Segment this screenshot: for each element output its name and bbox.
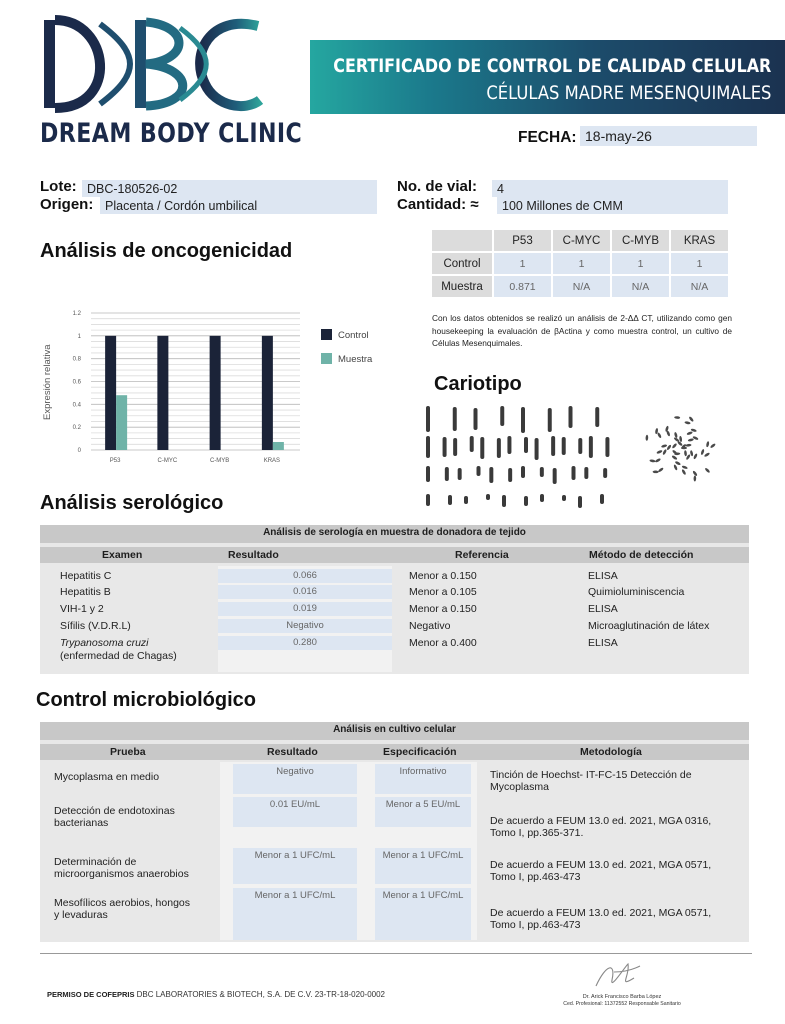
signer-name: Dr. Arick Francisco Barba López xyxy=(582,994,662,1000)
serologia-examen: Trypanosoma cruzi xyxy=(60,637,149,649)
micro-prueba: Determinación de xyxy=(54,856,137,868)
onco-col-header: P53 xyxy=(494,230,551,251)
serologia-col-resultado: Resultado xyxy=(228,549,279,561)
cantidad-label: Cantidad: ≈ xyxy=(397,196,479,213)
fecha-label: FECHA: xyxy=(518,129,577,146)
onco-row-muestra xyxy=(432,276,728,297)
chart-legend xyxy=(321,329,373,365)
chart-y-tick: 0.6 xyxy=(72,379,81,386)
lote-label: Lote: xyxy=(40,178,77,195)
chart-y-tick: 0.2 xyxy=(72,425,81,432)
chart-y-ticks xyxy=(73,311,82,454)
onco-col-header: KRAS xyxy=(671,230,728,251)
signature-image xyxy=(588,958,648,994)
serologia-examen: Hepatitis B xyxy=(60,586,111,598)
chart-y-tick: 0 xyxy=(77,448,81,454)
header-banner xyxy=(310,40,785,114)
chart-bar-control-c-myc xyxy=(157,336,168,450)
onco-cell: 1 xyxy=(671,253,728,274)
chart-bar-muestra-kras xyxy=(273,442,284,450)
permiso-text: DBC LABORATORIES & BIOTECH, S.A. DE C.V. 23-TR-18-020-0002 xyxy=(136,990,385,999)
serologia-resultado: Negativo xyxy=(218,619,392,633)
chart-x-tick: KRAS xyxy=(263,458,281,464)
serologia-examen-note: (enfermedad de Chagas) xyxy=(60,650,177,662)
micro-especificacion: Menor a 5 EU/mL xyxy=(375,797,471,827)
lote-value: DBC-180526-02 xyxy=(82,180,377,197)
legend-label: Control xyxy=(338,330,369,341)
serologia-referencia: Menor a 0.150 xyxy=(409,603,477,615)
serologia-examen: Hepatitis C xyxy=(60,570,112,582)
micro-prueba: Detección de endotoxinas xyxy=(54,805,175,817)
micro-prueba: bacterianas xyxy=(54,817,109,829)
micro-title: Control microbiológico xyxy=(36,689,256,711)
serologia-metodo: Microaglutinación de látex xyxy=(588,620,710,632)
onco-cell: 1 xyxy=(494,253,551,274)
clinic-logo xyxy=(40,14,303,164)
onco-cell: N/A xyxy=(553,276,610,297)
karyotype-image xyxy=(418,400,728,515)
micro-metodologia: De acuerdo a FEUM 13.0 ed. 2021, MGA 0316, xyxy=(490,815,712,827)
serologia-resultado: 0.016 xyxy=(218,585,392,599)
micro-metodologia: De acuerdo a FEUM 13.0 ed. 2021, MGA 0571, xyxy=(490,859,712,871)
micro-metodologia: Mycoplasma xyxy=(490,781,549,793)
fecha-value: 18-may-26 xyxy=(580,126,757,146)
micro-metodologia: Tomo I, pp.463-473 xyxy=(490,871,581,883)
legend-label: Muestra xyxy=(338,354,373,365)
origen-label: Origen: xyxy=(40,196,94,213)
serologia-metodo: ELISA xyxy=(588,637,618,649)
micro-prueba: microorganismos anaerobios xyxy=(54,868,189,880)
chart-x-tick: C-MYC xyxy=(157,458,178,464)
vial-value: 4 xyxy=(492,180,728,197)
certificate-subtitle: CÉLULAS MADRE MESENQUIMALES xyxy=(486,82,771,104)
serologia-banner: Análisis de serología en muestra de donadora de tejido xyxy=(40,525,749,543)
micro-metodologia: Tomo I, pp.365-371. xyxy=(490,827,584,839)
chart-bar-control-c-myb xyxy=(210,336,221,450)
serologia-resultado: 0.066 xyxy=(218,569,392,583)
onco-cell: 0.871 xyxy=(494,276,551,297)
serologia-examen: VIH-1 y 2 xyxy=(60,603,104,615)
onco-row-control xyxy=(432,253,728,274)
serologia-col-examen: Examen xyxy=(102,549,143,561)
serologia-examen: Sífilis (V.D.R.L) xyxy=(60,620,131,632)
methods-note: Con los datos obtenidos se realizó un análisis de 2-ΔΔ CT, utilizando como gen housekeeping la evaluación de βActina y como muestra control, un cultivo de Células Mesenquimales. xyxy=(432,313,732,348)
onco-cell: 1 xyxy=(553,253,610,274)
serologia-metodo: ELISA xyxy=(588,603,618,615)
footer-permiso xyxy=(47,990,385,999)
chart-x-tick: C-MYB xyxy=(209,458,230,464)
micro-panel xyxy=(40,722,749,942)
signer-cedula: Ced. Profesional: 11372552 Responsable Sanitario xyxy=(563,1001,681,1007)
serologia-referencia: Menor a 0.150 xyxy=(409,570,477,582)
onco-corner xyxy=(432,230,492,251)
serologia-metodo: ELISA xyxy=(588,570,618,582)
micro-especificacion: Informativo xyxy=(375,764,471,794)
micro-banner: Análisis en cultivo celular xyxy=(40,722,749,740)
micro-resultado: Menor a 1 UFC/mL xyxy=(233,888,357,940)
micro-prueba: Mycoplasma en medio xyxy=(54,771,160,783)
serologia-col-referencia: Referencia xyxy=(455,549,509,561)
serologia-resultado: 0.019 xyxy=(218,602,392,616)
micro-metodologia: Tinción de Hoechst- IT-FC-15 Detección de xyxy=(490,769,692,781)
onco-col-header: C-MYC xyxy=(553,230,610,251)
vial-label: No. de vial: xyxy=(397,178,478,195)
serologia-referencia: Menor a 0.400 xyxy=(409,637,477,649)
onco-col-header: C-MYB xyxy=(612,230,669,251)
micro-especificacion: Menor a 1 UFC/mL xyxy=(375,848,471,884)
legend-swatch xyxy=(321,353,332,364)
dbc-monogram-icon xyxy=(40,14,270,114)
micro-resultado: Negativo xyxy=(233,764,357,794)
micro-especificacion: Menor a 1 UFC/mL xyxy=(375,888,471,940)
onco-row-label: Control xyxy=(432,253,492,274)
serologia-metodo: Quimioluminiscencia xyxy=(588,586,685,598)
chart-bar-muestra-p53 xyxy=(116,395,127,450)
serologia-panel xyxy=(40,525,749,674)
serologia-referencia: Menor a 0.105 xyxy=(409,586,477,598)
chart-x-tick: P53 xyxy=(109,458,121,464)
permiso-label: PERMISO DE COFEPRIS xyxy=(47,990,135,999)
chart-y-tick: 0.8 xyxy=(72,356,81,363)
micro-prueba: y levaduras xyxy=(54,909,108,921)
micro-metodologia: De acuerdo a FEUM 13.0 ed. 2021, MGA 0571, xyxy=(490,907,712,919)
micro-col-resultado: Resultado xyxy=(267,746,318,758)
micro-col-especificacion: Especificación xyxy=(383,746,457,758)
chart-y-axis-label: Expresión relativa xyxy=(42,344,53,420)
chart-bar-control-kras xyxy=(262,336,273,450)
footer-divider xyxy=(40,953,752,954)
legend-swatch xyxy=(321,329,332,340)
chart-y-tick: 0.4 xyxy=(72,402,81,409)
metaphase-spread xyxy=(645,416,716,482)
onco-cell: N/A xyxy=(671,276,728,297)
serologia-title: Análisis serológico xyxy=(40,492,224,514)
serologia-col-metodo: Método de detección xyxy=(589,549,694,561)
micro-resultado: Menor a 1 UFC/mL xyxy=(233,848,357,884)
chart-y-tick: 1 xyxy=(77,333,81,340)
chart-x-ticks xyxy=(110,458,280,464)
micro-resultado: 0.01 EU/mL xyxy=(233,797,357,827)
onco-row-label: Muestra xyxy=(432,276,492,297)
origen-value: Placenta / Cordón umbilical xyxy=(100,197,377,214)
certificate-title: CERTIFICADO DE CONTROL DE CALIDAD CELULAR xyxy=(332,56,771,77)
onco-cell: 1 xyxy=(612,253,669,274)
cariotipo-title: Cariotipo xyxy=(434,373,522,395)
micro-metodologia: Tomo I, pp.463-473 xyxy=(490,919,581,931)
cantidad-value: 100 Millones de CMM xyxy=(497,197,728,214)
oncogenicity-chart xyxy=(38,300,398,475)
karyogram-chromosomes xyxy=(426,406,609,508)
onco-cell: N/A xyxy=(612,276,669,297)
onco-table xyxy=(430,228,730,299)
micro-col-metodologia: Metodología xyxy=(580,746,642,758)
logo-text: DREAM BODY CLINIC xyxy=(40,118,303,149)
onco-title: Análisis de oncogenicidad xyxy=(40,240,293,262)
chart-bar-control-p53 xyxy=(105,336,116,450)
serologia-referencia: Negativo xyxy=(409,620,451,632)
serologia-resultado: 0.280 xyxy=(218,636,392,650)
chart-y-tick: 1.2 xyxy=(72,311,81,317)
micro-col-prueba: Prueba xyxy=(110,746,146,758)
micro-prueba: Mesofílicos aerobios, hongos xyxy=(54,897,190,909)
